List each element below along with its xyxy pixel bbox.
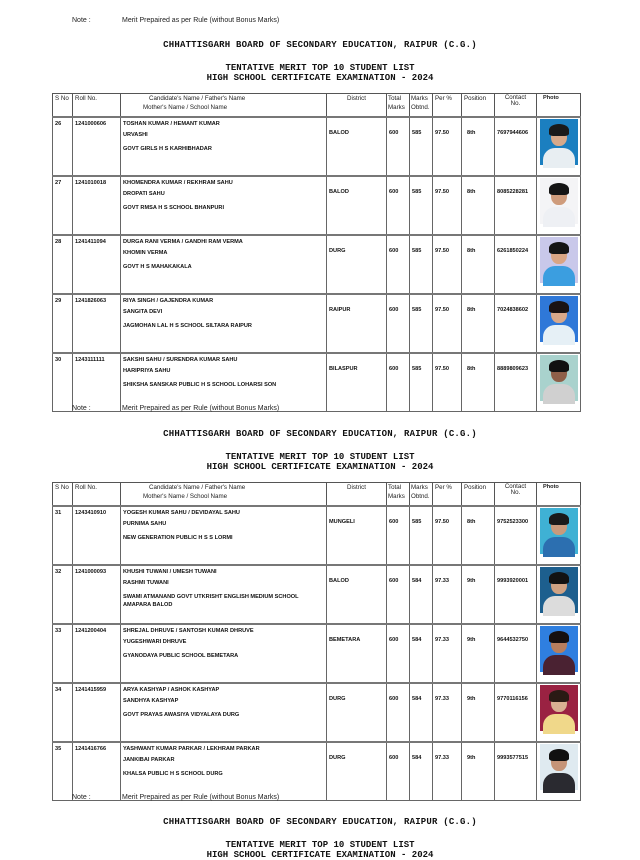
header-roll: Roll No. <box>73 483 121 507</box>
photo-cell <box>537 565 581 624</box>
board-name: CHHATTISGARH BOARD OF SECONDARY EDUCATION, RAIPUR (C.G.) <box>163 429 477 439</box>
title-line1: TENTATIVE MERIT TOP 10 STUDENT LIST <box>225 63 415 73</box>
header-photo: Photo <box>537 94 581 118</box>
district: RAIPUR <box>327 294 387 353</box>
district: BILASPUR <box>327 353 387 412</box>
header-roll: Roll No. <box>73 94 121 118</box>
mother-name: RASHMI TUWANI <box>123 580 169 586</box>
header-name-line2: Mother's Name / School Name <box>143 493 228 500</box>
candidate-father-name: YOGESH KUMAR SAHU / DEVIDAYAL SAHU <box>123 510 240 516</box>
student-photo <box>540 626 578 672</box>
candidate-father-name: RIYA SINGH / GAJENDRA KUMAR <box>123 298 214 304</box>
sno: 30 <box>53 353 73 412</box>
table-row <box>53 624 581 683</box>
table-row <box>53 294 581 353</box>
contact-no: 8889809623 <box>495 353 537 412</box>
position: 8th <box>462 235 495 294</box>
marks-obtained: 585 <box>410 176 433 235</box>
student-photo <box>540 237 578 283</box>
title-line1: TENTATIVE MERIT TOP 10 STUDENT LIST <box>225 452 415 462</box>
roll-no: 1243111111 <box>73 353 121 412</box>
school-name: SHIKSHA SANSKAR PUBLIC H S SCHOOL LOHARSI SON <box>123 382 277 388</box>
district: MUNGELI <box>327 506 387 565</box>
district: DURG <box>327 235 387 294</box>
note-text: Merit Prepaired as per Rule (without Bonus Marks) <box>122 794 280 801</box>
list-title <box>0 452 640 472</box>
marks-obtained: 584 <box>410 565 433 624</box>
marks-obtained: 585 <box>410 294 433 353</box>
marks-obtained: 585 <box>410 506 433 565</box>
percentage: 97.50 <box>433 294 462 353</box>
marks-obtained: 584 <box>410 683 433 742</box>
total-marks: 600 <box>387 117 410 176</box>
mother-name: DROPATI SAHU <box>123 191 165 197</box>
photo-hair <box>549 301 569 313</box>
roll-no: 1241000606 <box>73 117 121 176</box>
candidate-info <box>121 235 327 294</box>
sno: 33 <box>53 624 73 683</box>
sno: 35 <box>53 742 73 801</box>
roll-no: 1243410910 <box>73 506 121 565</box>
table-row <box>53 235 581 294</box>
district: DURG <box>327 742 387 801</box>
district: BALOD <box>327 565 387 624</box>
sno: 26 <box>53 117 73 176</box>
roll-no: 1241415959 <box>73 683 121 742</box>
percentage: 97.50 <box>433 506 462 565</box>
contact-no: 9993577515 <box>495 742 537 801</box>
note <box>72 17 279 24</box>
roll-no: 1241010018 <box>73 176 121 235</box>
header-row <box>53 94 581 118</box>
board-name: CHHATTISGARH BOARD OF SECONDARY EDUCATION, RAIPUR (C.G.) <box>163 40 477 50</box>
roll-no: 1241200404 <box>73 624 121 683</box>
school-name: JAGMOHAN LAL H S SCHOOL SILTARA RAIPUR <box>123 323 252 329</box>
merit-table-1 <box>52 93 581 412</box>
header-marks-line1: Marks <box>411 484 428 491</box>
district: BALOD <box>327 176 387 235</box>
percentage: 97.33 <box>433 683 462 742</box>
header-marks-line2: Obtnd. <box>411 104 430 111</box>
photo-hair <box>549 572 569 584</box>
mother-name: JANKIBAI PARKAR <box>123 757 175 763</box>
merit-table-2 <box>52 482 581 801</box>
note-label: Note : <box>72 17 91 24</box>
total-marks: 600 <box>387 506 410 565</box>
photo-hair <box>549 749 569 761</box>
contact-no: 9752523300 <box>495 506 537 565</box>
percentage: 97.50 <box>433 176 462 235</box>
candidate-info <box>121 294 327 353</box>
contact-no: 7024838602 <box>495 294 537 353</box>
sno: 31 <box>53 506 73 565</box>
header-contact <box>495 94 537 118</box>
candidate-info <box>121 176 327 235</box>
table-row <box>53 683 581 742</box>
note-label: Note : <box>72 794 91 801</box>
student-photo <box>540 744 578 790</box>
school-name: SWAMI ATMANAND GOVT UTKRISHT ENGLISH MEDIUM SCHOOL AMAPARA BALOD <box>123 594 299 608</box>
student-photo <box>540 119 578 165</box>
total-marks: 600 <box>387 294 410 353</box>
candidate-father-name: SHREJAL DHRUVE / SANTOSH KUMAR DHRUVE <box>123 628 254 634</box>
total-marks: 600 <box>387 742 410 801</box>
mother-name: PURNIMA SAHU <box>123 521 167 527</box>
header-marks <box>410 94 433 118</box>
marks-obtained: 585 <box>410 117 433 176</box>
candidate-info <box>121 624 327 683</box>
candidate-father-name: ARYA KASHYAP / ASHOK KASHYAP <box>123 687 220 693</box>
candidate-info <box>121 353 327 412</box>
table-row <box>53 506 581 565</box>
student-photo <box>540 178 578 224</box>
note <box>72 405 279 412</box>
candidate-info <box>121 683 327 742</box>
photo-cell <box>537 683 581 742</box>
contact-no: 8085228281 <box>495 176 537 235</box>
photo-cell <box>537 176 581 235</box>
header-contact-line2: No. <box>510 489 521 496</box>
header-contact-line2: No. <box>510 100 521 107</box>
candidate-father-name: YASHWANT KUMAR PARKAR / LEKHRAM PARKAR <box>123 746 260 752</box>
position: 9th <box>462 565 495 624</box>
photo-hair <box>549 690 569 702</box>
mother-name: KHOMIN VERMA <box>123 250 168 256</box>
position: 8th <box>462 117 495 176</box>
mother-name: SANGITA DEVI <box>123 309 163 315</box>
photo-cell <box>537 235 581 294</box>
sno: 32 <box>53 565 73 624</box>
contact-no: 7697944606 <box>495 117 537 176</box>
position: 9th <box>462 624 495 683</box>
candidate-father-name: KHOMENDRA KUMAR / REKHRAM SAHU <box>123 180 233 186</box>
header-name-line2: Mother's Name / School Name <box>143 104 228 111</box>
title-line2: HIGH SCHOOL CERTIFICATE EXAMINATION - 2024 <box>206 462 434 472</box>
header-total <box>387 94 410 118</box>
student-photo <box>540 685 578 731</box>
photo-cell <box>537 294 581 353</box>
photo-hair <box>549 360 569 372</box>
table-row <box>53 353 581 412</box>
candidate-father-name: DURGA RANI VERMA / GANDHI RAM VERMA <box>123 239 243 245</box>
school-name: NEW GENERATION PUBLIC H S S LORMI <box>123 535 233 541</box>
photo-cell <box>537 624 581 683</box>
school-name: KHALSA PUBLIC H S SCHOOL DURG <box>123 771 223 777</box>
student-photo <box>540 296 578 342</box>
student-photo <box>540 567 578 613</box>
contact-no: 9770116156 <box>495 683 537 742</box>
school-name: GOVT PRAYAS AWASIYA VIDYALAYA DURG <box>123 712 240 718</box>
position: 9th <box>462 742 495 801</box>
district: DURG <box>327 683 387 742</box>
photo-body <box>543 596 575 616</box>
header-row <box>53 483 581 507</box>
position: 8th <box>462 506 495 565</box>
total-marks: 600 <box>387 624 410 683</box>
title-line2: HIGH SCHOOL CERTIFICATE EXAMINATION - 2024 <box>206 850 434 860</box>
header-total-line1: Total <box>388 484 402 491</box>
board-name: CHHATTISGARH BOARD OF SECONDARY EDUCATION, RAIPUR (C.G.) <box>163 817 477 827</box>
table-row <box>53 742 581 801</box>
header-name-line1: Candidate's Name / Father's Name <box>149 484 246 491</box>
photo-body <box>543 773 575 793</box>
photo-cell <box>537 353 581 412</box>
header-total-line1: Total <box>388 95 402 102</box>
photo-body <box>543 325 575 345</box>
photo-cell <box>537 117 581 176</box>
header-sno: S No <box>53 483 73 507</box>
mother-name: YUGESHWARI DHRUVE <box>123 639 187 645</box>
marks-obtained: 584 <box>410 624 433 683</box>
candidate-info <box>121 565 327 624</box>
title-line1: TENTATIVE MERIT TOP 10 STUDENT LIST <box>225 840 415 850</box>
mother-name: URVASHI <box>123 132 148 138</box>
sno: 27 <box>53 176 73 235</box>
photo-hair <box>549 513 569 525</box>
header-sno: S No <box>53 94 73 118</box>
note-text: Merit Prepaired as per Rule (without Bonus Marks) <box>122 17 280 24</box>
header-photo: Photo <box>537 483 581 507</box>
district: BEMETARA <box>327 624 387 683</box>
position: 8th <box>462 294 495 353</box>
contact-no: 6261850224 <box>495 235 537 294</box>
header-contact-line1: Contact <box>504 94 527 101</box>
photo-body <box>543 148 575 168</box>
total-marks: 600 <box>387 353 410 412</box>
note-text: Merit Prepaired as per Rule (without Bonus Marks) <box>122 405 280 412</box>
total-marks: 600 <box>387 235 410 294</box>
student-photo <box>540 355 578 401</box>
total-marks: 600 <box>387 176 410 235</box>
roll-no: 1241000093 <box>73 565 121 624</box>
mother-name: SANDHYA KASHYAP <box>123 698 179 704</box>
table-row <box>53 565 581 624</box>
photo-cell <box>537 506 581 565</box>
header-total-line2: Marks <box>388 493 405 500</box>
header-marks-line1: Marks <box>411 95 428 102</box>
marks-obtained: 585 <box>410 353 433 412</box>
roll-no: 1241416766 <box>73 742 121 801</box>
sno: 29 <box>53 294 73 353</box>
header-marks-line2: Obtnd. <box>411 493 430 500</box>
photo-body <box>543 714 575 734</box>
roll-no: 1241411094 <box>73 235 121 294</box>
position: 9th <box>462 683 495 742</box>
header-position: Position <box>462 94 495 118</box>
header-position: Position <box>462 483 495 507</box>
note <box>72 794 279 801</box>
candidate-father-name: KHUSHI TUWANI / UMESH TUWANI <box>123 569 217 575</box>
table-row <box>53 117 581 176</box>
photo-hair <box>549 124 569 136</box>
photo-body <box>543 537 575 557</box>
list-title <box>0 840 640 860</box>
candidate-info <box>121 117 327 176</box>
position: 8th <box>462 353 495 412</box>
percentage: 97.50 <box>433 353 462 412</box>
list-title <box>0 63 640 83</box>
photo-body <box>543 207 575 227</box>
header-district: District <box>327 94 387 118</box>
photo-body <box>543 384 575 404</box>
position: 8th <box>462 176 495 235</box>
percentage: 97.33 <box>433 742 462 801</box>
header-name-line1: Candidate's Name / Father's Name <box>149 95 246 102</box>
title-line2: HIGH SCHOOL CERTIFICATE EXAMINATION - 2024 <box>206 73 434 83</box>
total-marks: 600 <box>387 683 410 742</box>
percentage: 97.33 <box>433 624 462 683</box>
roll-no: 1241826063 <box>73 294 121 353</box>
photo-body <box>543 266 575 286</box>
photo-hair <box>549 631 569 643</box>
candidate-info <box>121 506 327 565</box>
header-per: Per % <box>433 483 462 507</box>
photo-body <box>543 655 575 675</box>
sno: 34 <box>53 683 73 742</box>
contact-no: 9644532750 <box>495 624 537 683</box>
percentage: 97.50 <box>433 117 462 176</box>
total-marks: 600 <box>387 565 410 624</box>
header-name <box>121 94 327 118</box>
header-total <box>387 483 410 507</box>
district: BALOD <box>327 117 387 176</box>
marks-obtained: 585 <box>410 235 433 294</box>
school-name: GYANODAYA PUBLIC SCHOOL BEMETARA <box>123 653 239 659</box>
candidate-father-name: TOSHAN KUMAR / HEMANT KUMAR <box>123 121 220 127</box>
mother-name: HARIPRIYA SAHU <box>123 368 171 374</box>
header-district: District <box>327 483 387 507</box>
header-per: Per % <box>433 94 462 118</box>
header-contact <box>495 483 537 507</box>
school-name: GOVT H S MAHAKAKALA <box>123 264 192 270</box>
photo-cell <box>537 742 581 801</box>
sno: 28 <box>53 235 73 294</box>
header-contact-line1: Contact <box>504 483 527 490</box>
photo-hair <box>549 242 569 254</box>
percentage: 97.33 <box>433 565 462 624</box>
contact-no: 9993920001 <box>495 565 537 624</box>
percentage: 97.50 <box>433 235 462 294</box>
school-name: GOVT RMSA H S SCHOOL BHANPURI <box>123 205 225 211</box>
photo-hair <box>549 183 569 195</box>
marks-obtained: 584 <box>410 742 433 801</box>
student-photo <box>540 508 578 554</box>
header-name <box>121 483 327 507</box>
school-name: GOVT GIRLS H S KARHIBHADAR <box>123 146 212 152</box>
table-row <box>53 176 581 235</box>
candidate-info <box>121 742 327 801</box>
header-total-line2: Marks <box>388 104 405 111</box>
candidate-father-name: SAKSHI SAHU / SURENDRA KUMAR SAHU <box>123 357 238 363</box>
header-marks <box>410 483 433 507</box>
note-label: Note : <box>72 405 91 412</box>
